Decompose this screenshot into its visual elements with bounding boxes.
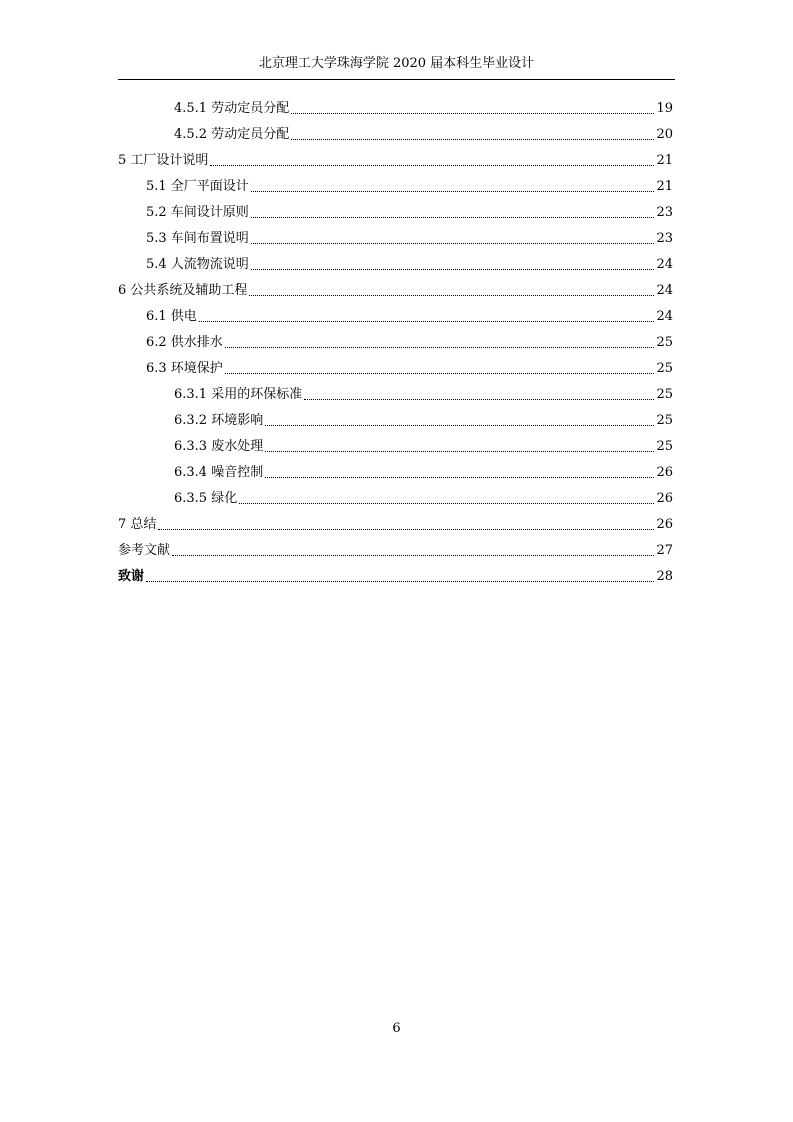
toc-entry-page: 25 xyxy=(656,335,673,350)
toc-dot-leader xyxy=(304,399,654,400)
toc-entry[interactable] xyxy=(118,540,673,560)
toc-entry-label: 6.3.3 废水处理 xyxy=(174,439,264,454)
toc-entry-page: 27 xyxy=(656,543,673,558)
toc-dot-leader xyxy=(291,139,654,140)
page-number: 6 xyxy=(392,1021,401,1036)
toc-entry-label: 6.3.5 绿化 xyxy=(174,491,238,506)
toc-entry[interactable] xyxy=(146,254,673,274)
toc-entry-page: 21 xyxy=(656,153,673,168)
toc-dot-leader xyxy=(251,191,655,192)
toc-entry-page: 26 xyxy=(656,517,673,532)
toc-entry[interactable] xyxy=(174,462,673,482)
toc-entry[interactable] xyxy=(174,384,673,404)
toc-entry-label: 5.4 人流物流说明 xyxy=(146,257,249,272)
toc-entry-page: 24 xyxy=(656,309,673,324)
toc-entry-label: 6.3.2 环境影响 xyxy=(174,413,264,428)
toc-entry[interactable] xyxy=(118,566,673,586)
toc-entry[interactable] xyxy=(146,228,673,248)
toc-entry[interactable] xyxy=(118,280,673,300)
toc-entry-page: 20 xyxy=(656,127,673,142)
header-divider xyxy=(118,79,675,80)
toc-dot-leader xyxy=(265,451,654,452)
toc-dot-leader xyxy=(146,581,654,582)
toc-entry[interactable] xyxy=(174,98,673,118)
toc-entry-label: 6.3.4 噪音控制 xyxy=(174,465,264,480)
toc-entry[interactable] xyxy=(174,488,673,508)
toc-dot-leader xyxy=(251,243,655,244)
toc-dot-leader xyxy=(199,321,655,322)
toc-entry[interactable] xyxy=(146,176,673,196)
toc-entry-label: 7 总结 xyxy=(118,517,157,532)
toc-entry-page: 25 xyxy=(656,413,673,428)
toc-entry-label: 6 公共系统及辅助工程 xyxy=(118,283,248,298)
toc-entry-page: 24 xyxy=(656,257,673,272)
toc-entry-page: 26 xyxy=(656,465,673,480)
toc-entry-page: 25 xyxy=(656,439,673,454)
toc-entry[interactable] xyxy=(118,150,673,170)
page-header: 北京理工大学珠海学院 2020 届本科生毕业设计 xyxy=(258,56,535,71)
toc-entry-page: 25 xyxy=(656,361,673,376)
toc-entry[interactable] xyxy=(146,358,673,378)
toc-entry-label: 5 工厂设计说明 xyxy=(118,153,209,168)
toc-dot-leader xyxy=(239,503,654,504)
toc-entry[interactable] xyxy=(174,436,673,456)
toc-entry-label: 5.2 车间设计原则 xyxy=(146,205,249,220)
toc-dot-leader xyxy=(251,217,655,218)
toc-entry-page: 19 xyxy=(656,101,673,116)
toc-entry[interactable] xyxy=(146,306,673,326)
toc-entry-label: 5.1 全厂平面设计 xyxy=(146,179,249,194)
toc-entry-label: 参考文献 xyxy=(118,543,171,558)
toc-entry[interactable] xyxy=(174,124,673,144)
toc-entry-page: 25 xyxy=(656,387,673,402)
toc-entry-label: 4.5.2 劳动定员分配 xyxy=(174,127,290,142)
toc-entry-page: 24 xyxy=(656,283,673,298)
toc-entry-label: 5.3 车间布置说明 xyxy=(146,231,249,246)
toc-entry-page: 23 xyxy=(656,231,673,246)
toc-dot-leader xyxy=(265,425,654,426)
toc-entry[interactable] xyxy=(118,514,673,534)
toc-dot-leader xyxy=(291,113,654,114)
toc-dot-leader xyxy=(158,529,654,530)
toc-entry[interactable] xyxy=(146,202,673,222)
toc-entry[interactable] xyxy=(146,332,673,352)
toc-dot-leader xyxy=(265,477,654,478)
toc-entry[interactable] xyxy=(174,410,673,430)
toc-entry-label: 4.5.1 劳动定员分配 xyxy=(174,101,290,116)
toc-entry-label: 6.3 环境保护 xyxy=(146,361,223,376)
toc-entry-label: 致谢 xyxy=(118,569,145,584)
toc-dot-leader xyxy=(251,269,655,270)
toc-entry-page: 23 xyxy=(656,205,673,220)
toc-entry-label: 6.2 供水排水 xyxy=(146,335,223,350)
toc-entry-page: 28 xyxy=(656,569,673,584)
toc-dot-leader xyxy=(249,295,654,296)
toc-dot-leader xyxy=(210,165,654,166)
toc-dot-leader xyxy=(225,347,655,348)
toc-dot-leader xyxy=(172,555,654,556)
toc-entry-page: 21 xyxy=(656,179,673,194)
toc-entry-label: 6.1 供电 xyxy=(146,309,197,324)
toc-entry-page: 26 xyxy=(656,491,673,506)
toc-dot-leader xyxy=(225,373,655,374)
toc-entry-label: 6.3.1 采用的环保标准 xyxy=(174,387,303,402)
